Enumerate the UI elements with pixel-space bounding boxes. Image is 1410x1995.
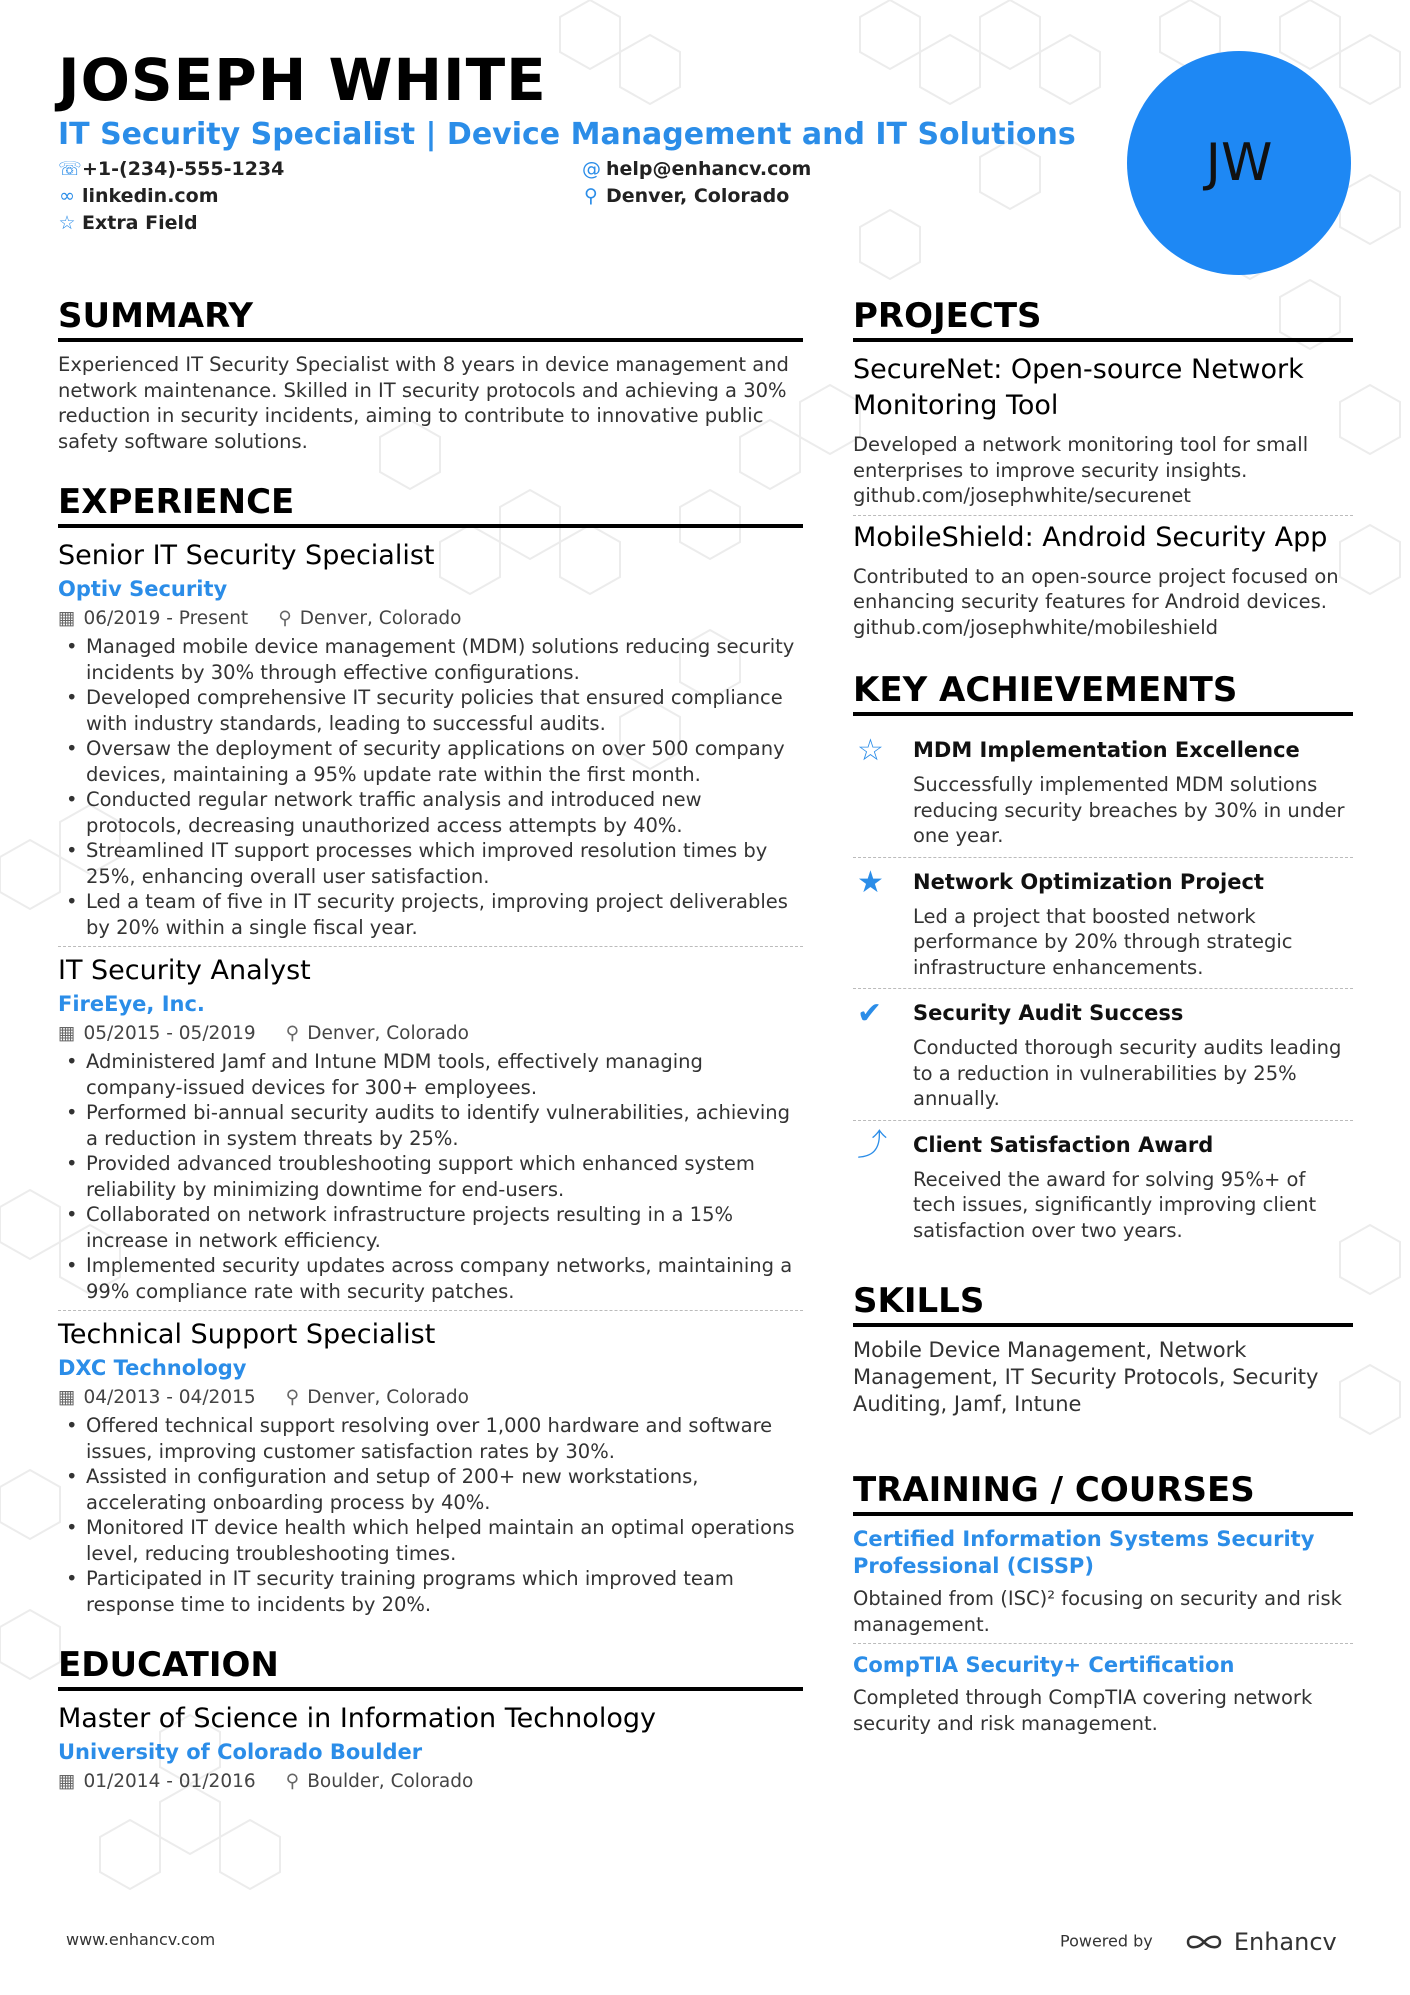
bullet-item: • Assisted in configuration and setup of 200+ new workstations, accelerating onboarding process by 40%. [58, 1464, 803, 1515]
achievement-description: Received the award for solving 95%+ of tech issues, significantly improving client satisfaction over two years. [913, 1167, 1317, 1242]
education-entry [58, 1701, 803, 1795]
training-entry [853, 1652, 1353, 1736]
achievement-title: Security Audit Success [913, 1001, 1184, 1025]
location-pin-icon: ⚲ [584, 185, 598, 207]
projects-heading: PROJECTS [853, 296, 1353, 342]
company-name[interactable]: DXC Technology [58, 1356, 247, 1380]
experience-heading: EXPERIENCE [58, 482, 803, 528]
achievement-description: Led a project that boosted network performance by 20% through strategic infrastructure enhancements. [913, 904, 1293, 979]
star-outline-icon: ☆ [58, 212, 76, 234]
avatar [1127, 51, 1351, 275]
project-title: SecureNet: Open-source Network Monitoring Tool [853, 354, 1304, 421]
calendar-icon: ▦ [58, 1771, 76, 1792]
course-description: Obtained from (ISC)² focusing on security and risk management. [853, 1587, 1342, 1636]
divider [58, 1310, 803, 1311]
link-icon: ∞ [59, 185, 75, 207]
divider [853, 1643, 1353, 1644]
company-name[interactable]: FireEye, Inc. [58, 992, 205, 1016]
calendar-icon: ▦ [58, 608, 76, 629]
powered-by-text: Powered by [1060, 1931, 1153, 1951]
job-dates: 05/2015 - 05/2019 [83, 1023, 256, 1044]
location-text: Denver, Colorado [606, 185, 790, 207]
location-contact [582, 183, 789, 209]
bullet-item: • Performed bi-annual security audits to identify vulnerabilities, achieving a reduction in system threats by 25%. [58, 1100, 803, 1151]
star-outline-icon: ☆ [857, 733, 884, 768]
project-entry [853, 352, 1353, 516]
job-meta [58, 1021, 803, 1047]
job-entry [58, 1317, 803, 1617]
job-title: Senior IT Security Specialist [58, 540, 435, 571]
summary-heading: SUMMARY [58, 296, 803, 342]
job-dates: 06/2019 - Present [83, 608, 249, 629]
phone-icon: ☏ [58, 158, 82, 180]
bullet-item: • Collaborated on network infrastructure projects resulting in a 15% increase in network efficiency. [58, 1202, 803, 1253]
achievement-title: Client Satisfaction Award [913, 1132, 1214, 1157]
education-dates: 01/2014 - 01/2016 [83, 1771, 256, 1792]
avatar-initials: JW [1205, 133, 1273, 193]
education-location: Boulder, Colorado [307, 1771, 474, 1792]
bullet-item: • Provided advanced troubleshooting support which enhanced system reliability by minimizing downtime for end-users. [58, 1151, 803, 1202]
star-filled-icon: ★ [857, 864, 884, 900]
footer-branding[interactable] [1060, 1928, 1337, 1956]
project-title: MobileShield: Android Security App [853, 521, 1328, 553]
project-description: Developed a network monitoring tool for small enterprises to improve security insights. github.com/josephwhite/securenet [853, 433, 1309, 507]
job-bullets [58, 1413, 803, 1617]
job-entry [58, 953, 803, 1311]
phone-text: +1-(234)-555-1234 [82, 158, 285, 180]
job-location: Denver, Colorado [307, 1387, 469, 1408]
job-title: IT Security Analyst [58, 955, 311, 986]
school-name[interactable]: University of Colorado Boulder [58, 1740, 423, 1764]
bullet-item: • Participated in IT security training programs which improved team response time to incidents by 20%. [58, 1566, 803, 1617]
footer-website[interactable]: www.enhancv.com [66, 1930, 216, 1949]
calendar-icon: ▦ [58, 1023, 76, 1044]
company-name[interactable]: Optiv Security [58, 577, 228, 601]
job-title: Technical Support Specialist [58, 1319, 436, 1350]
linkedin-contact[interactable] [58, 183, 219, 209]
candidate-name: JOSEPH WHITE [58, 46, 547, 114]
bullet-item: • Developed comprehensive IT security policies that ensured compliance with industry standards, leading to successful audits. [58, 685, 803, 736]
calendar-icon: ▦ [58, 1387, 76, 1408]
at-icon: @ [582, 158, 601, 180]
job-bullets [58, 1049, 803, 1304]
candidate-title: IT Security Specialist | Device Management and IT Solutions [58, 117, 1076, 152]
linkedin-text: linkedin.com [82, 185, 219, 207]
course-title[interactable]: Certified Information Systems Security Professional (CISSP) [853, 1527, 1315, 1578]
location-pin-icon: ⚲ [285, 1771, 300, 1792]
bullet-item: • Conducted regular network traffic analysis and introduced new protocols, decreasing unauthorized access attempts by 40%. [58, 787, 803, 838]
job-entry [58, 538, 803, 947]
checkmark-icon: ✔ [857, 996, 883, 1031]
training-heading: TRAINING / COURSES [853, 1470, 1353, 1516]
course-title[interactable]: CompTIA Security+ Certification [853, 1653, 1235, 1677]
skills-text: Mobile Device Management, Network Management, IT Security Protocols, Security Auditing, Jamf, Intune [853, 1338, 1319, 1416]
achievement-title: Network Optimization Project [913, 869, 1264, 894]
job-dates: 04/2013 - 04/2015 [83, 1387, 256, 1408]
skills-heading: SKILLS [853, 1281, 1353, 1327]
enhancv-logo-icon [1182, 1931, 1226, 1953]
bullet-item: • Oversaw the deployment of security applications on over 500 company devices, maintaining a 95% update rate within the first month. [58, 736, 803, 787]
achievement-description: Conducted thorough security audits leading to a reduction in vulnerabilities by 25% annually. [913, 1036, 1342, 1110]
bullet-item: • Managed mobile device management (MDM) solutions reducing security incidents by 30% through effective configurations. [58, 634, 803, 685]
job-location: Denver, Colorado [299, 608, 462, 629]
course-description: Completed through CompTIA covering network security and risk management. [853, 1686, 1313, 1735]
job-location: Denver, Colorado [307, 1023, 469, 1044]
achievement-title: MDM Implementation Excellence [913, 738, 1300, 762]
education-meta [58, 1769, 803, 1795]
email-text: help@enhancv.com [606, 158, 812, 180]
achievements-heading: KEY ACHIEVEMENTS [853, 670, 1353, 716]
tools-icon: ⤴ [857, 1127, 887, 1163]
divider [853, 515, 1353, 516]
achievement-entry [853, 989, 1353, 1120]
left-column [58, 296, 803, 1797]
summary-text: Experienced IT Security Specialist with 8 years in device management and network maintenance. Skilled in IT security protocols and achieving a 30% reduction in security incidents, aiming to contribute to innovative public safety software solutions. [58, 353, 789, 453]
brand-name: Enhancv [1233, 1928, 1337, 1956]
bullet-item: • Implemented security updates across company networks, maintaining a 99% compliance rate with security patches. [58, 1253, 803, 1304]
location-pin-icon: ⚲ [285, 1023, 300, 1044]
bullet-item: • Administered Jamf and Intune MDM tools, effectively managing company-issued devices for 300+ employees. [58, 1049, 803, 1100]
project-entry [853, 520, 1353, 641]
right-column [853, 296, 1353, 1736]
achievement-entry [853, 1121, 1353, 1252]
extra-field-contact [58, 210, 198, 236]
phone-contact[interactable] [58, 156, 284, 182]
bullet-item: • Streamlined IT support processes which improved resolution times by 25%, enhancing overall user satisfaction. [58, 838, 803, 889]
extra-field-text: Extra Field [82, 212, 198, 234]
project-description: Contributed to an open-source project focused on enhancing security features for Android devices. github.com/josephwhite/mobileshield [853, 564, 1339, 639]
achievement-entry [853, 726, 1353, 857]
bullet-item: • Led a team of five in IT security projects, improving project deliverables by 20% within a single fiscal year. [58, 889, 803, 940]
achievement-description: Successfully implemented MDM solutions reducing security breaches by 30% in under one year. [913, 773, 1345, 847]
job-bullets [58, 634, 803, 940]
email-contact[interactable] [582, 156, 811, 182]
education-heading: EDUCATION [58, 1645, 803, 1691]
job-meta [58, 1385, 803, 1411]
bullet-item: • Monitored IT device health which helped maintain an optimal operations level, reducing troubleshooting times. [58, 1515, 803, 1566]
location-pin-icon: ⚲ [285, 1387, 300, 1408]
divider [58, 946, 803, 947]
job-meta [58, 606, 803, 632]
achievement-entry [853, 858, 1353, 989]
training-entry [853, 1526, 1353, 1644]
location-pin-icon: ⚲ [278, 608, 292, 629]
degree-title: Master of Science in Information Technology [58, 1703, 656, 1734]
bullet-item: • Offered technical support resolving over 1,000 hardware and software issues, improving customer satisfaction rates by 30%. [58, 1413, 803, 1464]
